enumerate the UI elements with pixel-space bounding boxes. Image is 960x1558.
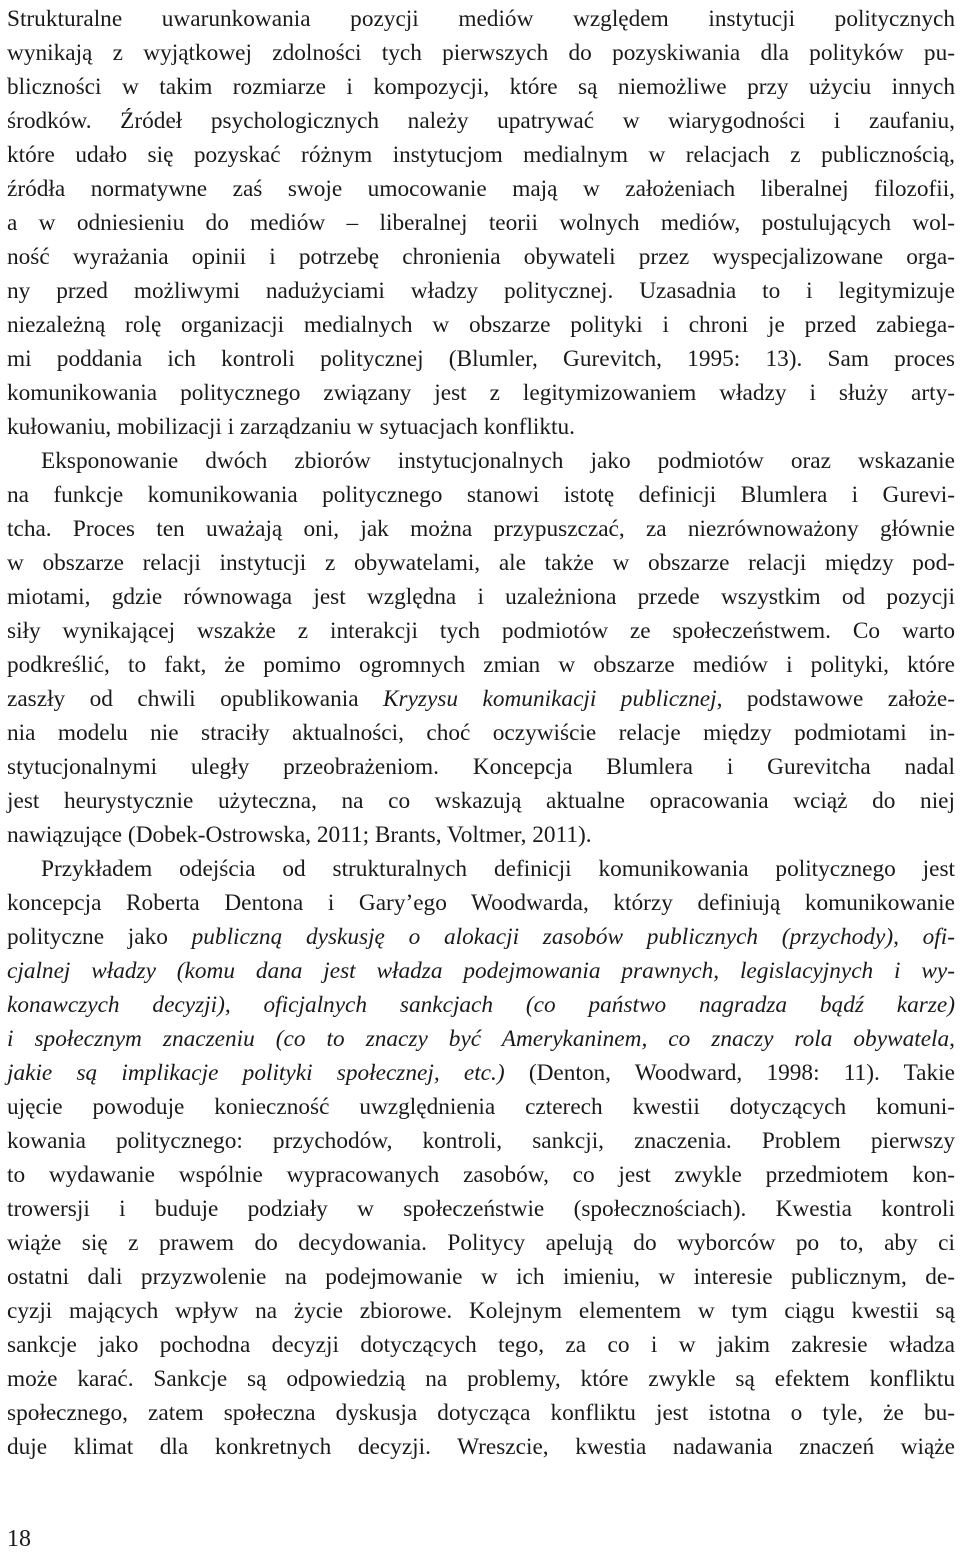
text-line (7, 716, 955, 750)
text-line (7, 240, 955, 274)
text-line (7, 852, 955, 886)
text-segment: nawiązujące (Dobek-Ostrowska, 2011; Brants, Voltmer, 2011). (7, 822, 592, 848)
text-segment: (Denton, Woodward, 1998: 11). Takie (504, 1060, 955, 1086)
text-line (7, 1260, 955, 1294)
text-segment: wynikają z wyjątkowej zdolności tych pierwszych do pozyskiwania dla polityków pu- (7, 40, 955, 66)
text-segment: trowersji i buduje podziały w społeczeństwie (społecznościach). Kwestia kontroli (7, 1196, 955, 1222)
text-line (7, 1056, 955, 1090)
italic-text: Kryzysu komunikacji publicznej (382, 686, 717, 712)
text-line (7, 784, 955, 818)
text-line (7, 138, 955, 172)
text-line (7, 308, 955, 342)
text-line (7, 444, 955, 478)
text-line (7, 512, 955, 546)
text-segment: to wydawanie wspólnie wypracowanych zasobów, co jest zwykle przedmiotem kon- (7, 1162, 955, 1188)
text-segment: na funkcje komunikowania politycznego stanowi istotę definicji Blumlera i Gurevi- (7, 482, 955, 508)
text-line (7, 1362, 955, 1396)
text-segment: kowania politycznego: przychodów, kontroli, sankcji, znaczenia. Problem pierwszy (7, 1128, 955, 1154)
text-line (7, 988, 955, 1022)
text-segment: Eksponowanie dwóch zbiorów instytucjonalnych jako podmiotów oraz wskazanie (41, 448, 955, 474)
italic-text: i społecznym znaczeniu (co to znaczy być Amerykaninem, co znaczy rola obywatela, (7, 1026, 955, 1052)
text-line (7, 1396, 955, 1430)
text-segment: komunikowania politycznego związany jest z legitymizowaniem władzy i służy arty- (7, 380, 955, 406)
text-segment: źródła normatywne zaś swoje umocowanie mają w założeniach liberalnej filozofii, (7, 176, 955, 202)
document-page (7, 0, 955, 1464)
text-segment: mi poddania ich kontroli politycznej (Blumler, Gurevitch, 1995: 13). Sam proces (7, 346, 955, 372)
text-line (7, 206, 955, 240)
text-segment: stytucjonalnymi uległy przeobrażeniom. Koncepcja Blumlera i Gurevitcha nadal (7, 754, 955, 780)
text-segment: Strukturalne uwarunkowania pozycji mediów względem instytucji politycznych (7, 6, 955, 32)
text-line (7, 1124, 955, 1158)
text-line (7, 580, 955, 614)
text-segment: może karać. Sankcje są odpowiedzią na problemy, które zwykle są efektem konfliktu (7, 1366, 955, 1392)
text-line (7, 1294, 955, 1328)
text-segment: a w odniesieniu do mediów – liberalnej teorii wolnych mediów, postulujących wol- (7, 210, 955, 236)
text-line (7, 954, 955, 988)
text-line (7, 920, 955, 954)
italic-text: konawczych decyzji), oficjalnych sankcjach (co państwo nagradza bądź karze) (7, 992, 955, 1018)
text-line (7, 478, 955, 512)
text-line (7, 1090, 955, 1124)
page-number: 18 (7, 1526, 31, 1552)
text-segment: wiąże się z prawem do decydowania. Politycy apelują do wyborców po to, aby ci (7, 1230, 955, 1256)
text-segment: ny przed możliwymi nadużyciami władzy politycznej. Uzasadnia to i legitymizuje (7, 278, 955, 304)
text-line (7, 1022, 955, 1056)
text-segment: społecznego, zatem społeczna dyskusja dotycząca konfliktu jest istotna o tyle, że bu- (7, 1400, 955, 1426)
text-line (7, 410, 955, 444)
text-segment: nia modelu nie straciły aktualności, choć oczywiście relacje między podmiotami in- (7, 720, 955, 746)
text-line (7, 1430, 955, 1464)
text-line (7, 1158, 955, 1192)
text-segment: miotami, gdzie równowaga jest względna i uzależniona przede wszystkim od pozycji (7, 584, 955, 610)
italic-text: publiczną dyskusję o alokacji zasobów publicznych (przychody), ofi- (191, 924, 955, 950)
italic-text: cjalnej władzy (komu dana jest władza podejmowania prawnych, legislacyjnych i wy- (7, 958, 955, 984)
text-line (7, 1192, 955, 1226)
text-line (7, 614, 955, 648)
italic-text: jakie są implikacje polityki społecznej, etc.) (7, 1060, 505, 1086)
text-line (7, 648, 955, 682)
text-segment: cyzji mających wpływ na życie zbiorowe. Kolejnym elementem w tym ciągu kwestii są (7, 1298, 955, 1324)
text-segment: siły wynikającej wszakże z interakcji tych podmiotów ze społeczeństwem. Co warto (7, 618, 955, 644)
text-segment: ujęcie powoduje konieczność uwzględnienia czterech kwestii dotyczących komuni- (7, 1094, 955, 1120)
text-segment: tcha. Proces ten uważają oni, jak można przypuszczać, za niezrównoważony głównie (7, 516, 955, 542)
text-line (7, 376, 955, 410)
text-segment: podkreślić, to fakt, że pomimo ogromnych zmian w obszarze mediów i polityki, które (7, 652, 955, 678)
text-line (7, 70, 955, 104)
text-segment: zaszły od chwili opublikowania (7, 686, 383, 712)
text-segment: kułowaniu, mobilizacji i zarządzaniu w sytuacjach konfliktu. (7, 414, 575, 440)
text-segment: ostatni dali przyzwolenie na podejmowanie w ich imieniu, w interesie publicznym, de- (7, 1264, 955, 1290)
text-segment: koncepcja Roberta Dentona i Gary’ego Woodwarda, którzy definiują komunikowanie (7, 890, 955, 916)
text-line (7, 104, 955, 138)
text-line (7, 886, 955, 920)
text-segment: środków. Źródeł psychologicznych należy upatrywać w wiarygodności i zaufaniu, (7, 108, 955, 134)
text-segment: sankcje jako pochodna decyzji dotyczących tego, za co i w jakim zakresie władza (7, 1332, 955, 1358)
text-segment: które udało się pozyskać różnym instytucjom medialnym w relacjach z publicznością, (7, 142, 955, 168)
text-line (7, 818, 955, 852)
text-segment: duje klimat dla konkretnych decyzji. Wreszcie, kwestia nadawania znaczeń wiąże (7, 1434, 955, 1460)
text-line (7, 1226, 955, 1260)
text-line (7, 172, 955, 206)
text-line (7, 1328, 955, 1362)
text-line (7, 682, 955, 716)
text-segment: Przykładem odejścia od strukturalnych definicji komunikowania politycznego jest (41, 856, 955, 882)
text-line (7, 2, 955, 36)
text-line (7, 36, 955, 70)
text-segment: w obszarze relacji instytucji z obywatelami, ale także w obszarze relacji między pod- (7, 550, 955, 576)
text-line (7, 274, 955, 308)
text-line (7, 546, 955, 580)
text-segment: ność wyrażania opinii i potrzebę chronienia obywateli przez wyspecjalizowane orga- (7, 244, 955, 270)
text-segment: bliczności w takim rozmiarze i kompozycji, które są niemożliwe przy użyciu innych (7, 74, 955, 100)
text-segment: niezależną rolę organizacji medialnych w obszarze polityki i chroni je przed zabiega- (7, 312, 955, 338)
text-segment: jest heurystycznie użyteczna, na co wskazują aktualne opracowania wciąż do niej (7, 788, 955, 814)
text-line (7, 342, 955, 376)
text-segment: , podstawowe założe- (716, 686, 955, 712)
text-segment: polityczne jako (7, 924, 192, 950)
text-line (7, 750, 955, 784)
